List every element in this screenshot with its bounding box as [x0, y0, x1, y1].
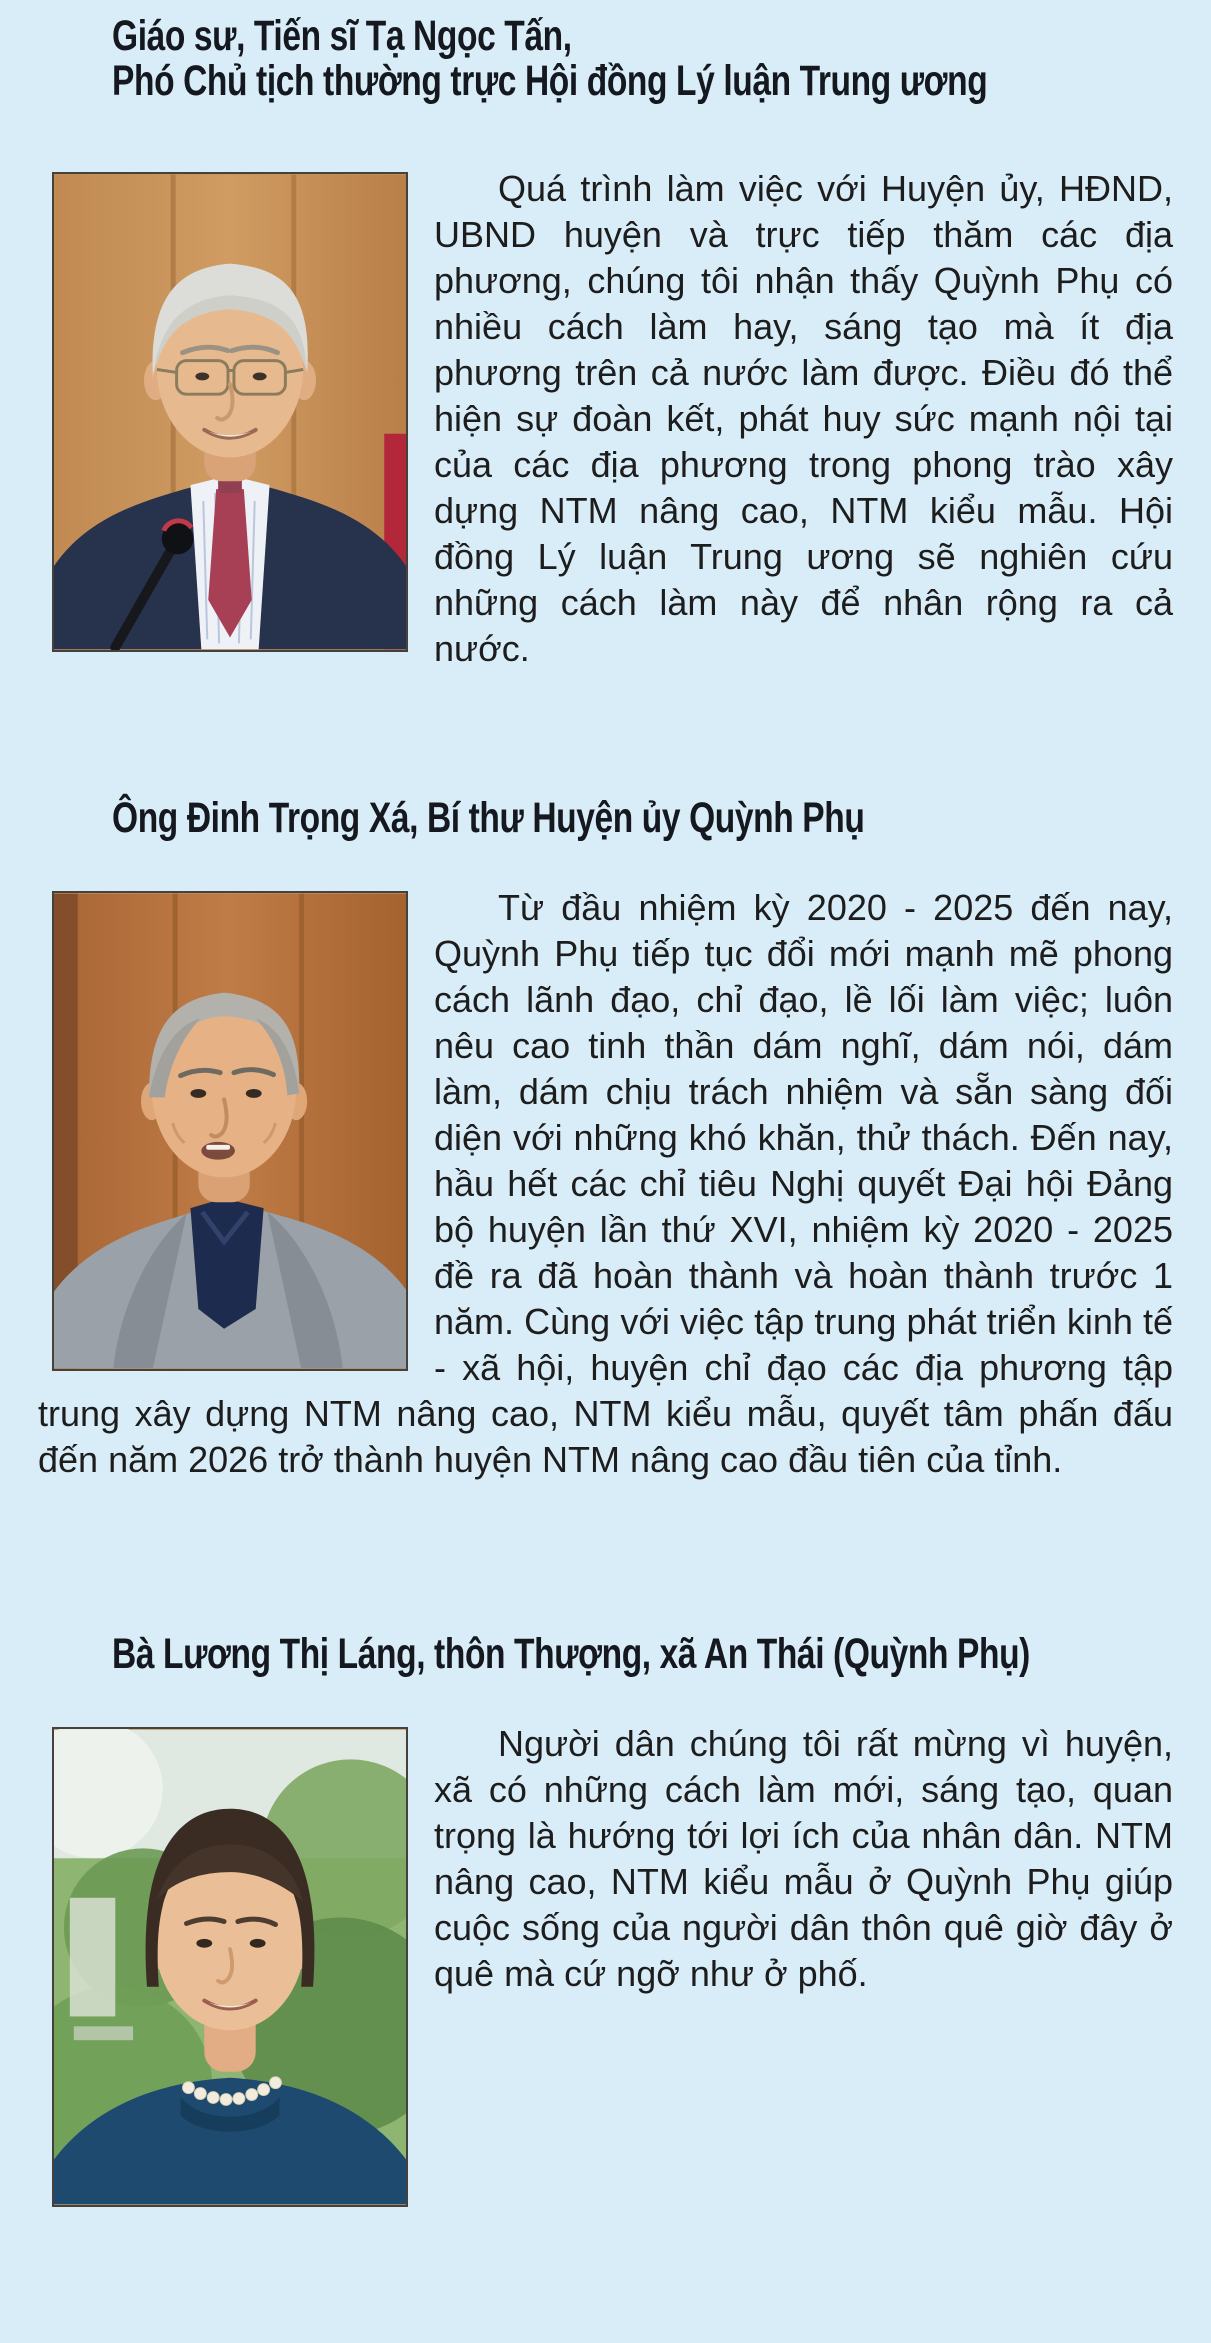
heading-line-1 [112, 14, 1173, 59]
portrait-photo-luong-thi-lang [52, 1727, 408, 2207]
portrait-photo-ta-ngoc-tan [52, 172, 408, 652]
section-heading [112, 1632, 1173, 1677]
heading-line-1 [112, 1632, 1173, 1677]
quote-text: Quá trình làm việc với Huyện ủy, HĐND, UBND huyện và trực tiếp thăm các địa phương, chúng tôi nhận thấy Quỳnh Phụ có nhiều cách làm hay, sáng tạo mà ít địa phương trên cả nước làm được. Điều đó thể hiện sự đoàn kết, phát huy sức mạnh nội tại của các địa phương trong phong trào xây dựng NTM nâng cao, NTM kiểu mẫu. Hội đồng Lý luận Trung ương sẽ nghiên cứu những cách làm này để nhân rộng ra cả nước. [434, 168, 1173, 669]
heading-text: Giáo sư, Tiến sĩ Tạ Ngọc Tấn, [112, 12, 572, 60]
quote-section-dinh-trong-xa [38, 796, 1173, 1483]
portrait-illustration [54, 1729, 406, 2205]
heading-text: Ông Đinh Trọng Xá, Bí thư Huyện ủy Quỳnh Phụ [112, 794, 865, 842]
heading-text: Phó Chủ tịch thường trực Hội đồng Lý luận Trung ương [112, 57, 988, 105]
portrait-illustration [54, 174, 406, 650]
section-heading [112, 796, 1173, 841]
quote-text: Người dân chúng tôi rất mừng vì huyện, xã có những cách làm mới, sáng tạo, quan trọng là hướng tới lợi ích của nhân dân. NTM nâng cao, NTM kiểu mẫu ở Quỳnh Phụ giúp cuộc sống của người dân thôn quê giờ đây ở quê mà cứ ngỡ như ở phố. [434, 1723, 1173, 1994]
heading-line-2 [112, 59, 1173, 104]
quote-section-ta-ngoc-tan [38, 14, 1173, 672]
portrait-illustration [54, 893, 406, 1369]
section-heading [112, 14, 1173, 104]
quote-section-luong-thi-lang [38, 1632, 1173, 1997]
portrait-photo-dinh-trong-xa [52, 891, 408, 1371]
heading-text: Bà Lương Thị Láng, thôn Thượng, xã An Thái (Quỳnh Phụ) [112, 1630, 1030, 1678]
heading-line-1 [112, 796, 1173, 841]
quote-text: Từ đầu nhiệm kỳ 2020 - 2025 đến nay, Quỳnh Phụ tiếp tục đổi mới mạnh mẽ phong cách lãnh đạo, chỉ đạo, lề lối làm việc; luôn nêu cao tinh thần dám nghĩ, dám nói, dám làm, dám chịu trách nhiệm và sẵn sàng đối diện với những khó khăn, thử thách. Đến nay, hầu hết các chỉ tiêu Nghị quyết Đại hội Đảng bộ huyện lần thứ XVI, nhiệm kỳ 2020 - 2025 đề ra đã hoàn thành và hoàn thành trước 1 năm. Cùng với việc tập trung phát triển kinh tế - xã hội, huyện chỉ đạo các địa phương tập trung xây dựng NTM nâng cao, NTM kiểu mẫu, quyết tâm phấn đấu đến năm 2026 trở thành huyện NTM nâng cao đầu tiên của tỉnh. [38, 887, 1173, 1480]
